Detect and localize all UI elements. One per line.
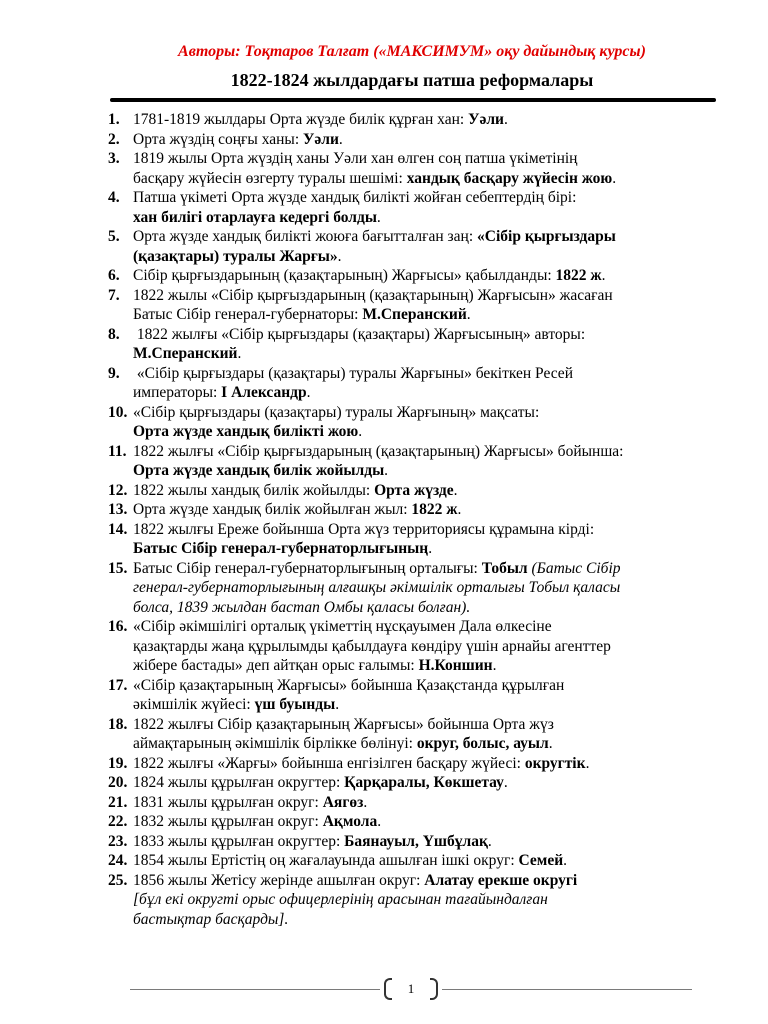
- list-item-line: [133, 617, 728, 637]
- question-text: қазақтарды жаңа құрылымды қабылдауға көндіру үшін арнайы агенттер: [133, 637, 611, 655]
- list-item-number: 24.: [108, 852, 128, 869]
- list-item: [108, 715, 728, 754]
- list-item: [108, 266, 728, 286]
- answer-text: «Сібір қырғыздары: [477, 228, 616, 245]
- list-item-line: [133, 286, 728, 306]
- footer-rule-left: [130, 989, 380, 990]
- list-item-line: [133, 403, 728, 423]
- question-text: .: [376, 208, 381, 226]
- list-item-number: 4.: [108, 189, 120, 206]
- question-text: 1819 жылы Орта жүздің ханы Уәли хан өлген соң патша үкіметінің: [133, 150, 578, 167]
- list-item-number: 10.: [108, 403, 128, 421]
- question-text: 1822 жылғы «Сібір қырғыздары (қазақтары) Жарғысының» авторы:: [133, 325, 586, 343]
- list-item-line: [133, 305, 728, 325]
- list-item-line: [133, 598, 728, 618]
- list-item-line: [133, 130, 728, 150]
- question-text: Патша үкіметі Орта жүзде хандық билікті жойған себептердің бірі:: [133, 189, 577, 206]
- list-item-number: 19.: [108, 754, 128, 772]
- list-item-line: [133, 325, 728, 345]
- list-item-number: 13.: [108, 501, 128, 518]
- question-text: .: [492, 657, 497, 674]
- list-item: [108, 403, 728, 442]
- question-text: 1781-1819 жылдары Орта жүзде билік құрған хан:: [133, 111, 469, 128]
- answer-text: Баянауыл, Үшбұлақ: [344, 832, 488, 850]
- question-text: 1854 жылы Ертістің оң жағалауында ашылған ішкі округ:: [133, 852, 519, 869]
- question-text: .: [453, 481, 458, 499]
- question-text: .: [338, 130, 343, 148]
- question-text: басқару жүйесін өзгерту туралы шешімі:: [133, 169, 407, 187]
- list-item-line: [133, 910, 728, 930]
- question-text: Орта жүздің соңғы ханы:: [133, 130, 304, 148]
- answer-text: Ақмола: [322, 813, 378, 830]
- list-item-number: 2.: [108, 130, 120, 148]
- list-item: [108, 520, 728, 559]
- question-text: 1833 жылы құрылған округтер:: [133, 832, 345, 850]
- answer-text: Орта жүзде хандық билік жойылды: [133, 462, 385, 479]
- question-text: аймақтарының әкімшілік бірлікке бөлінуі:: [133, 735, 417, 752]
- list-item-line: [133, 227, 728, 247]
- question-text: .: [337, 247, 342, 265]
- note-text: болса, 1839 жылдан бастап Омбы қаласы болған).: [133, 598, 471, 616]
- question-text: .: [237, 345, 242, 362]
- list-item-line: [133, 871, 728, 891]
- question-text: 1832 жылы құрылған округ:: [133, 813, 323, 830]
- answer-text: Орта жүзде хандық билікті жою: [133, 423, 359, 440]
- list-item-line: [133, 169, 728, 189]
- answer-text: I Александр: [221, 384, 307, 401]
- list-item-line: [133, 266, 728, 286]
- answer-text: Қарқаралы, Көкшетау: [344, 774, 504, 791]
- page-number-bracket-right: [430, 978, 438, 1000]
- question-text: 1822 жылы «Сібір қырғыздарының (қазақтарының) Жарғысын» жасаған: [133, 286, 613, 304]
- list-item: [108, 188, 728, 227]
- answer-text: Тобыл: [481, 559, 528, 577]
- note-text: [бұл екі округті орыс офицерлерінің арасынан тағайындалған: [133, 891, 548, 908]
- list-item: [108, 130, 728, 150]
- list-item: [108, 442, 728, 481]
- answer-text: (қазақтары) туралы Жарғы»: [133, 247, 338, 265]
- answer-text: хан билігі отарлауға кедергі болды: [133, 208, 377, 226]
- answer-text: үш буынды: [254, 696, 336, 713]
- list-item-number: 20.: [108, 774, 128, 791]
- answer-text: Орта жүзде: [374, 481, 454, 499]
- question-text: .: [503, 774, 508, 791]
- question-text: .: [612, 169, 617, 187]
- question-text: 1831 жылы құрылған округ:: [133, 793, 323, 811]
- list-item-number: 6.: [108, 267, 120, 284]
- answer-text: 1822 ж: [555, 267, 602, 284]
- list-item-number: 16.: [108, 618, 128, 635]
- question-text: .: [358, 423, 363, 440]
- list-item-line: [133, 793, 728, 813]
- list-item-number: 8.: [108, 325, 120, 343]
- list-item-number: 11.: [108, 442, 127, 460]
- answer-text: округтік: [524, 754, 586, 772]
- list-item-line: [133, 188, 728, 208]
- list-item: [108, 832, 728, 852]
- page-title: 1822-1824 жылдардағы патша реформалары: [230, 70, 594, 90]
- question-text: .: [585, 754, 590, 772]
- list-item-line: [133, 247, 728, 267]
- list-item-line: [133, 461, 728, 481]
- question-text: 1856 жылы Жетісу жерінде ашылған округ:: [133, 871, 425, 889]
- list-item-line: [133, 481, 728, 501]
- list-item-number: 17.: [108, 676, 128, 694]
- answer-text: Семей: [518, 852, 564, 869]
- list-item: [108, 812, 728, 832]
- list-item: [108, 364, 728, 403]
- question-text: әкімшілік жүйесі:: [133, 696, 255, 713]
- list-item-number: 3.: [108, 150, 120, 167]
- list-item: [108, 500, 728, 520]
- list-item-line: [133, 149, 728, 169]
- question-text: .: [548, 735, 553, 752]
- question-text: .: [377, 813, 382, 830]
- list-item-line: [133, 578, 728, 598]
- question-text: 1822 жылғы Ереже бойынша Орта жүз территориясы құрамына кірді:: [133, 520, 595, 538]
- question-text: Орта жүзде хандық билікті жоюға бағытталған заң:: [133, 228, 478, 245]
- question-text: «Сібір қырғыздары (қазақтары) туралы Жарғының» мақсаты:: [133, 403, 540, 421]
- question-text: .: [457, 501, 462, 518]
- question-text: Батыс Сібір генерал-губернаторлығының орталығы:: [133, 559, 482, 577]
- list-item-number: 7.: [108, 286, 120, 304]
- list-item: [108, 871, 728, 930]
- list-item-line: [133, 656, 728, 676]
- list-item-line: [133, 520, 728, 540]
- list-item-number: 21.: [108, 793, 128, 811]
- question-text: жібере бастады» деп айтқан орыс ғалымы:: [133, 657, 419, 674]
- list-item-line: [133, 364, 728, 384]
- answer-text: Уәли: [468, 111, 504, 128]
- question-text: 1824 жылы құрылған округтер:: [133, 774, 345, 791]
- list-item-line: [133, 442, 728, 462]
- list-item-line: [133, 637, 728, 657]
- list-item-line: [133, 383, 728, 403]
- question-text: Батыс Сібір генерал-губернаторы:: [133, 306, 363, 323]
- list-item-number: 5.: [108, 228, 120, 245]
- list-item-number: 22.: [108, 813, 128, 830]
- list-item-number: 9.: [108, 364, 120, 382]
- answer-text: 1822 ж: [411, 501, 458, 518]
- list-item-line: [133, 754, 728, 774]
- list-item-line: [133, 110, 728, 130]
- list-item: [108, 617, 728, 676]
- list-item-line: [133, 715, 728, 735]
- question-text: .: [363, 793, 368, 811]
- list-item-number: 15.: [108, 559, 128, 577]
- list-item: [108, 851, 728, 871]
- list-item: [108, 110, 728, 130]
- question-text: «Сібір әкімшілігі орталық үкіметтің нұсқауымен Дала өлкесіне: [133, 618, 552, 635]
- list-item-number: 23.: [108, 832, 128, 850]
- list-item-line: [133, 734, 728, 754]
- title-divider: [110, 98, 716, 102]
- question-text: императоры:: [133, 384, 222, 401]
- list-item-line: [133, 695, 728, 715]
- answer-text: округ, болыс, ауыл: [416, 735, 549, 752]
- list-item-line: [133, 676, 728, 696]
- list-item-number: 14.: [108, 520, 128, 538]
- answer-text: М.Сперанский: [362, 306, 467, 323]
- list-item-number: 1.: [108, 111, 120, 128]
- page-number-bracket-left: [384, 978, 392, 1000]
- answer-text: Н.Коншин: [418, 657, 493, 674]
- list-item-line: [133, 422, 728, 442]
- list-item: [108, 793, 728, 813]
- answer-text: Алатау ерекше округі: [424, 871, 578, 889]
- question-text: Орта жүзде хандық билік жойылған жыл:: [133, 501, 412, 518]
- footer-rule-right: [442, 989, 692, 990]
- question-text: 1822 жылғы Сібір қазақтарының Жарғысы» бойынша Орта жүз: [133, 715, 554, 733]
- question-text: 1822 жылғы «Жарғы» бойынша енгізілген басқару жүйесі:: [133, 754, 525, 772]
- question-text: «Сібір қазақтарының Жарғысы» бойынша Қазақстанда құрылған: [133, 676, 565, 694]
- list-item-number: 18.: [108, 715, 128, 733]
- answer-text: Аягөз: [322, 793, 364, 811]
- list-item-line: [133, 208, 728, 228]
- note-text: бастықтар басқарды].: [133, 910, 289, 928]
- list-item-line: [133, 500, 728, 520]
- list-item: [108, 227, 728, 266]
- list-item-line: [133, 890, 728, 910]
- question-text: Сібір қырғыздарының (қазақтарының) Жарғысы» қабылданды:: [133, 267, 556, 284]
- note-text: генерал-губернаторлығының алғашқы әкімшілік орталығы Тобыл қаласы: [133, 579, 621, 596]
- list-item-line: [133, 812, 728, 832]
- list-item-number: 12.: [108, 481, 128, 499]
- list-item: [108, 754, 728, 774]
- note-text: (Батыс Сібір: [527, 559, 621, 577]
- list-item-number: 25.: [108, 871, 128, 889]
- list-item-line: [133, 559, 728, 579]
- page-footer: [130, 978, 692, 1002]
- question-text: .: [428, 540, 433, 557]
- question-text: .: [306, 384, 311, 401]
- answer-text: М.Сперанский: [133, 345, 238, 362]
- author-line: Авторы: Тоқтаров Талғат («МАКСИМУМ» оқу дайындық курсы): [178, 43, 646, 60]
- list-item-line: [133, 832, 728, 852]
- question-text: .: [335, 696, 340, 713]
- list-item-line: [133, 773, 728, 793]
- answer-text: Уәли: [303, 130, 339, 148]
- list-item: [108, 676, 728, 715]
- question-text: .: [503, 111, 508, 128]
- answer-text: хандық басқару жүйесін жою: [406, 169, 613, 187]
- question-text: 1822 жылы хандық билік жойылды:: [133, 481, 375, 499]
- question-text: .: [487, 832, 492, 850]
- list-item: [108, 559, 728, 618]
- question-text: .: [601, 267, 606, 284]
- list-item-line: [133, 539, 728, 559]
- question-text: .: [384, 462, 389, 479]
- list-item: [108, 773, 728, 793]
- list-item-line: [133, 851, 728, 871]
- list-item: [108, 481, 728, 501]
- answer-text: Батыс Сібір генерал-губернаторлығының: [133, 540, 429, 557]
- list-item: [108, 149, 728, 188]
- question-text: «Сібір қырғыздары (қазақтары) туралы Жарғыны» бекіткен Ресей: [133, 364, 573, 382]
- list-item: [108, 286, 728, 325]
- question-text: 1822 жылғы «Сібір қырғыздарының (қазақтарының) Жарғысы» бойынша:: [133, 442, 624, 460]
- question-text: .: [466, 306, 471, 323]
- question-text: .: [563, 852, 568, 869]
- page-number: 1: [407, 981, 415, 996]
- list-item-line: [133, 344, 728, 364]
- numbered-list: [108, 110, 728, 929]
- list-item: [108, 325, 728, 364]
